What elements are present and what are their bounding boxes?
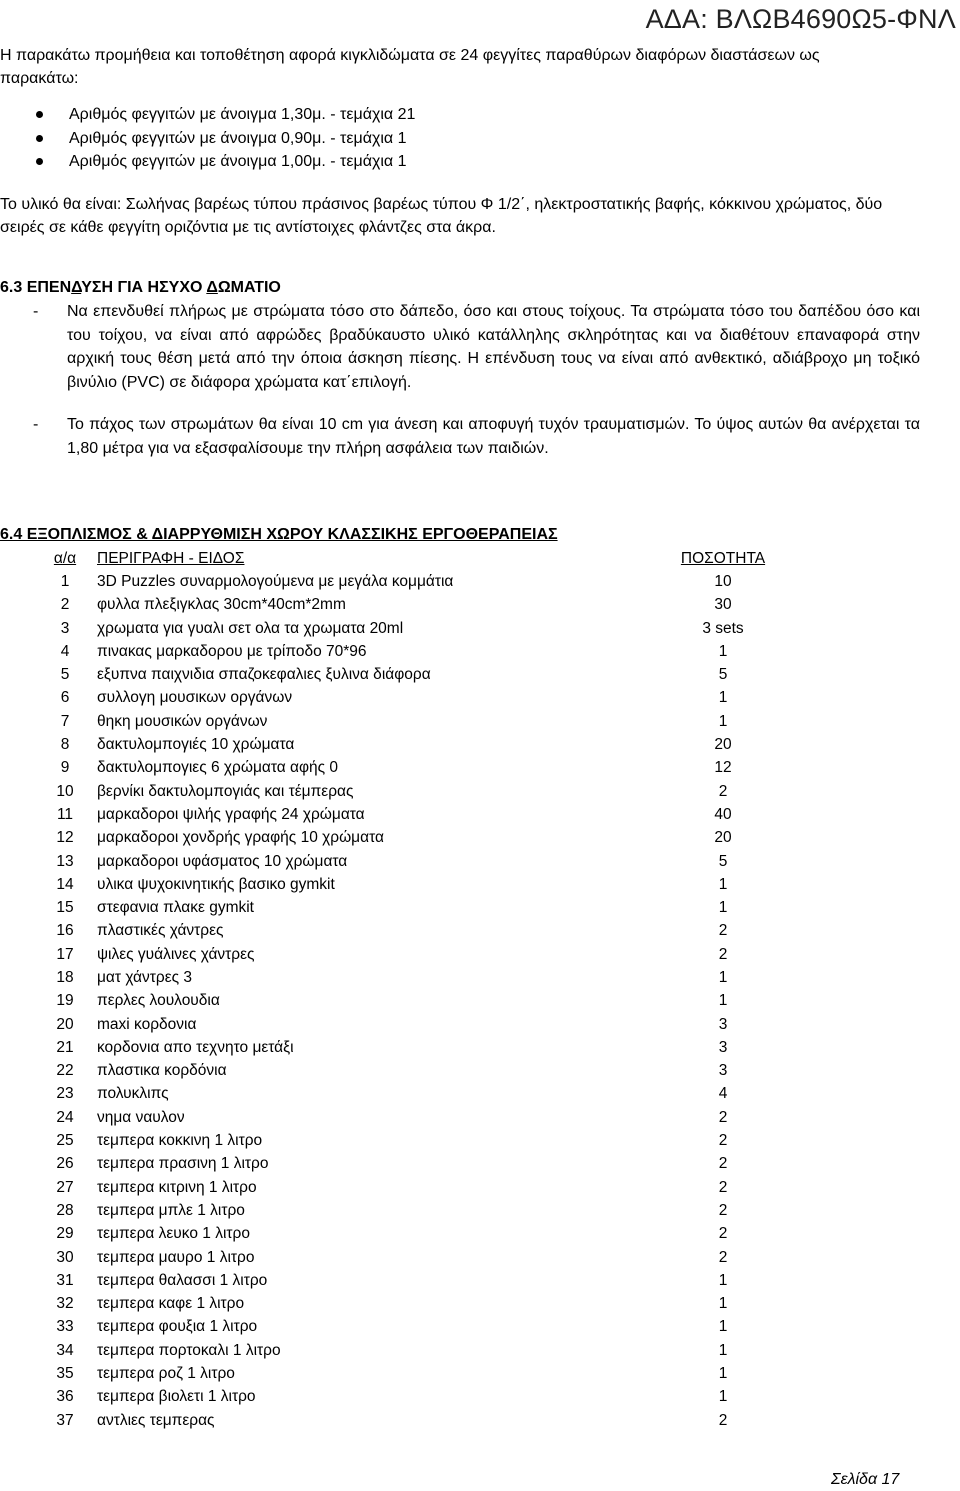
table-row bbox=[33, 1106, 798, 1129]
row-number: 34 bbox=[56, 1341, 74, 1359]
row-quantity: 1 bbox=[718, 899, 728, 917]
row-number: 14 bbox=[56, 875, 74, 893]
row-number: 1 bbox=[60, 572, 70, 590]
row-quantity: 2 bbox=[718, 1132, 728, 1150]
list-item bbox=[0, 103, 415, 127]
row-quantity: 2 bbox=[718, 1178, 728, 1196]
list-item-text: Αριθμός φεγγιτών με άνοιγμα 0,90μ. - τεμάχια 1 bbox=[69, 129, 407, 147]
table-row bbox=[33, 943, 798, 966]
column-header-description: ΠΕΡΙΓΡΑΦΗ - ΕΙΔΟΣ bbox=[97, 549, 245, 567]
row-quantity: 1 bbox=[718, 642, 728, 660]
row-description: τεμπερα θαλασσι 1 λιτρο bbox=[97, 1271, 268, 1289]
row-number: 4 bbox=[60, 642, 70, 660]
row-quantity: 1 bbox=[718, 1341, 728, 1359]
row-quantity: 1 bbox=[718, 1388, 728, 1406]
table-row bbox=[33, 617, 798, 640]
row-quantity: 2 bbox=[718, 1411, 728, 1429]
row-description: maxi κορδονια bbox=[97, 1015, 197, 1033]
table-row bbox=[33, 896, 798, 919]
table-row bbox=[33, 1362, 798, 1385]
table-row bbox=[33, 663, 798, 686]
dash-marker: - bbox=[33, 303, 39, 320]
table-row bbox=[33, 733, 798, 756]
row-quantity: 3 bbox=[718, 1062, 728, 1080]
row-quantity: 2 bbox=[718, 1155, 728, 1173]
row-quantity: 2 bbox=[718, 1248, 728, 1266]
row-description: τεμπερα πρασινη 1 λιτρο bbox=[97, 1155, 269, 1173]
bullet-icon bbox=[36, 135, 43, 142]
row-description: εξυπνα παιχνιδια σπαζοκεφαλιες ξυλινα διάφορα bbox=[97, 666, 431, 684]
table-row bbox=[33, 1176, 798, 1199]
row-number: 27 bbox=[56, 1178, 74, 1196]
row-quantity: 1 bbox=[718, 1295, 728, 1313]
row-description: μαρκαδοροι υφάσματος 10 χρώματα bbox=[97, 852, 348, 870]
row-quantity: 40 bbox=[714, 805, 732, 823]
column-header-number: α/α bbox=[53, 549, 77, 567]
row-description: τεμπερα μπλε 1 λιτρο bbox=[97, 1201, 245, 1219]
row-description: πινακας μαρκαδορου με τρίποδο 70*96 bbox=[97, 642, 367, 660]
row-number: 18 bbox=[56, 968, 74, 986]
row-description: ματ χάντρες 3 bbox=[97, 968, 192, 986]
list-item-text: Αριθμός φεγγιτών με άνοιγμα 1,30μ. - τεμάχια 21 bbox=[69, 106, 416, 123]
row-quantity: 20 bbox=[714, 736, 732, 754]
row-number: 37 bbox=[56, 1411, 74, 1429]
table-row bbox=[33, 1293, 798, 1316]
row-description: στεφανια πλακε gymkit bbox=[97, 899, 254, 917]
table-row bbox=[33, 1153, 798, 1176]
list-item bbox=[0, 127, 415, 151]
bullet-icon bbox=[36, 111, 43, 118]
row-number: 22 bbox=[56, 1062, 74, 1080]
table-row bbox=[33, 873, 798, 896]
table-row bbox=[33, 1409, 798, 1432]
row-number: 20 bbox=[56, 1015, 74, 1033]
table-row bbox=[33, 990, 798, 1013]
equipment-table bbox=[33, 547, 798, 1432]
row-number: 28 bbox=[56, 1201, 74, 1219]
row-number: 32 bbox=[56, 1295, 74, 1313]
table-row bbox=[33, 1060, 798, 1083]
row-description: συλλογη μουσικων οργάνων bbox=[97, 689, 293, 707]
row-number: 24 bbox=[56, 1108, 74, 1126]
row-quantity: 1 bbox=[718, 1271, 728, 1289]
row-description: νημα ναυλον bbox=[97, 1108, 185, 1126]
table-header-row bbox=[33, 547, 798, 570]
section-6-4-heading: 6.4 ΕΞΟΠΛΙΣΜΟΣ & ΔΙΑΡΡΥΘΜΙΣΗ ΧΩΡΟΥ ΚΛΑΣΣΙΚΗΣ ΕΡΓΟΘΕΡΑΠΕΙΑΣ bbox=[0, 526, 558, 543]
row-quantity: 5 bbox=[718, 852, 728, 870]
table-row bbox=[33, 570, 798, 593]
row-quantity: 3 bbox=[718, 1015, 728, 1033]
row-quantity: 2 bbox=[718, 945, 728, 963]
row-quantity: 2 bbox=[718, 782, 728, 800]
row-quantity: 2 bbox=[718, 922, 728, 940]
row-description: θηκη μουσικών οργάνων bbox=[97, 712, 268, 730]
table-row bbox=[33, 966, 798, 989]
window-count-list bbox=[0, 103, 415, 174]
row-number: 8 bbox=[60, 736, 70, 754]
row-quantity: 20 bbox=[714, 829, 732, 847]
row-quantity: 2 bbox=[718, 1201, 728, 1219]
row-quantity: 10 bbox=[714, 572, 732, 590]
row-description: τεμπερα κιτρινη 1 λιτρο bbox=[97, 1178, 257, 1196]
row-quantity: 1 bbox=[718, 1318, 728, 1336]
row-number: 13 bbox=[56, 852, 74, 870]
row-number: 7 bbox=[60, 712, 70, 730]
table-row bbox=[33, 757, 798, 780]
row-description: μαρκαδοροι χονδρής γραφής 10 χρώματα bbox=[97, 829, 384, 847]
table-row bbox=[33, 1199, 798, 1222]
row-description: πολυκλιπς bbox=[97, 1085, 169, 1103]
table-row bbox=[33, 1129, 798, 1152]
table-row bbox=[33, 850, 798, 873]
table-row bbox=[33, 1339, 798, 1362]
row-description: υλικα ψυχοκινητικής βασικο gymkit bbox=[97, 875, 335, 893]
row-description: τεμπερα μαυρο 1 λιτρο bbox=[97, 1248, 255, 1266]
section-6-3-item-text: Να επενδυθεί πλήρως με στρώματα τόσο στο δάπεδο, όσο και στους τοίχους. Τα στρώματα τόσο του δαπέδου όσο και του τοίχου, να είναι από αφρώδες βραδύκαυστο υλικό κατάλληλης σκληρότητας και να διαθέτουν επαναφορά στην αρχική τους θέση μετά από την όποια άσκηση πίεσης. Η επένδυση τους να είναι από ανθεκτικό, αδιάβροχο μη τοξικό βινύλιο (PVC) σε διάφορα χρώματα κατ΄επιλογή. bbox=[67, 303, 920, 391]
row-number: 6 bbox=[60, 689, 70, 707]
row-number: 17 bbox=[56, 945, 74, 963]
row-description: τεμπερα κοκκινη 1 λιτρο bbox=[97, 1132, 263, 1150]
row-description: δακτυλομπογιες 6 χρώματα αφής 0 bbox=[97, 759, 339, 777]
row-quantity: 1 bbox=[718, 875, 728, 893]
row-quantity: 30 bbox=[714, 596, 732, 614]
table-row bbox=[33, 1013, 798, 1036]
table-row bbox=[33, 1083, 798, 1106]
table-row bbox=[33, 594, 798, 617]
row-number: 33 bbox=[56, 1318, 74, 1336]
row-number: 12 bbox=[56, 829, 74, 847]
table-row bbox=[33, 1269, 798, 1292]
row-description: τεμπερα πορτοκαλι 1 λιτρο bbox=[97, 1341, 281, 1359]
row-description: τεμπερα φουξια 1 λιτρο bbox=[97, 1318, 258, 1336]
row-quantity: 2 bbox=[718, 1225, 728, 1243]
row-description: κορδονια απο τεχνητο μετάξι bbox=[97, 1038, 294, 1056]
row-number: 26 bbox=[56, 1155, 74, 1173]
row-quantity: 12 bbox=[714, 759, 732, 777]
row-description: αντλιες τεμπερας bbox=[97, 1411, 215, 1429]
row-description: χρωματα για γυαλι σετ ολα τα χρωματα 20ml bbox=[97, 619, 404, 637]
row-quantity: 3 bbox=[718, 1038, 728, 1056]
row-quantity: 1 bbox=[718, 968, 728, 986]
row-description: φυλλα πλεξιγκλας 30cm*40cm*2mm bbox=[97, 596, 346, 614]
row-number: 10 bbox=[56, 782, 74, 800]
list-item-text: Αριθμός φεγγιτών με άνοιγμα 1,00μ. - τεμάχια 1 bbox=[69, 153, 407, 170]
column-header-quantity: ΠΟΣΟΤΗΤΑ bbox=[680, 549, 766, 567]
row-number: 11 bbox=[56, 805, 74, 823]
material-paragraph: Το υλικό θα είναι: Σωλήνας βαρέως τύπου πράσινος βαρέως τύπου Φ 1/2΄, ηλεκτροστατικής βαφής, κόκκινου χρώματος, δύο σειρές σε κάθε φεγγίτη οριζόντια με τις αντίστοιχες φλάντζες στα άκρα. bbox=[0, 196, 883, 236]
row-description: 3D Puzzles συναρμολογούμενα με μεγάλα κομμάτια bbox=[97, 572, 454, 590]
intro-paragraph: Η παρακάτω προμήθεια και τοποθέτηση αφορά κιγκλιδώματα σε 24 φεγγίτες παραθύρων διαφόρων διαστάσεων ως παρακάτω: bbox=[0, 47, 820, 87]
row-number: 36 bbox=[56, 1388, 74, 1406]
row-quantity: 1 bbox=[718, 1365, 728, 1383]
row-number: 3 bbox=[60, 619, 70, 637]
row-number: 23 bbox=[56, 1085, 74, 1103]
table-row bbox=[33, 827, 798, 850]
row-description: περλες λουλουδια bbox=[97, 992, 220, 1010]
row-description: δακτυλομπογιές 10 χρώματα bbox=[97, 736, 295, 754]
row-quantity: 4 bbox=[718, 1085, 728, 1103]
table-row bbox=[33, 640, 798, 663]
table-row bbox=[33, 710, 798, 733]
row-description: τεμπερα λευκο 1 λιτρο bbox=[97, 1225, 250, 1243]
section-6-3-item-text: Το πάχος των στρωμάτων θα είναι 10 cm για άνεση και αποφυγή τυχόν τραυματισμών. Το ύψος αυτών θα ανέρχεται τα 1,80 μέτρα για να εξασφαλίσουμε την πλήρη ασφάλεια των παιδιών. bbox=[67, 416, 920, 457]
row-number: 35 bbox=[56, 1365, 74, 1383]
table-row bbox=[33, 687, 798, 710]
ada-code: ΑΔΑ: ΒΛΩΒ4690Ω5-ΦΝΛ bbox=[645, 4, 956, 34]
row-number: 2 bbox=[60, 596, 70, 614]
row-number: 16 bbox=[56, 922, 74, 940]
row-description: μαρκαδοροι ψιλής γραφής 24 χρώματα bbox=[97, 805, 365, 823]
row-quantity: 1 bbox=[718, 712, 728, 730]
row-number: 15 bbox=[56, 899, 74, 917]
table-row bbox=[33, 1246, 798, 1269]
row-quantity: 2 bbox=[718, 1108, 728, 1126]
table-row bbox=[33, 1316, 798, 1339]
row-quantity: 1 bbox=[718, 689, 728, 707]
dash-marker: - bbox=[33, 416, 39, 433]
row-description: ψιλες γυάλινες χάντρες bbox=[97, 945, 255, 963]
row-description: πλαστικές χάντρες bbox=[97, 922, 224, 940]
row-number: 9 bbox=[60, 759, 70, 777]
row-description: τεμπερα ροζ 1 λιτρο bbox=[97, 1365, 235, 1383]
table-row bbox=[33, 803, 798, 826]
row-number: 5 bbox=[60, 666, 70, 684]
row-number: 31 bbox=[56, 1271, 74, 1289]
page-number: Σελίδα 17 bbox=[831, 1471, 900, 1488]
table-row bbox=[33, 1036, 798, 1059]
row-description: τεμπερα βιολετι 1 λιτρο bbox=[97, 1388, 256, 1406]
row-description: πλαστικα κορδόνια bbox=[97, 1062, 227, 1080]
row-description: βερνίκι δακτυλομπογιάς και τέμπερας bbox=[97, 782, 354, 800]
table-row bbox=[33, 1386, 798, 1409]
row-description: τεμπερα καφε 1 λιτρο bbox=[97, 1295, 245, 1313]
table-row bbox=[33, 920, 798, 943]
list-item bbox=[0, 150, 415, 174]
row-quantity: 5 bbox=[718, 666, 728, 684]
table-row bbox=[33, 780, 798, 803]
table-row bbox=[33, 1223, 798, 1246]
row-number: 25 bbox=[56, 1132, 74, 1150]
row-number: 30 bbox=[56, 1248, 74, 1266]
row-number: 19 bbox=[56, 992, 74, 1010]
section-6-3-heading: 6.3 ΕΠΕΝΔΥΣΗ ΓΙΑ ΗΣΥΧΟ ΔΩΜΑΤΙΟ bbox=[0, 279, 281, 296]
row-number: 29 bbox=[56, 1225, 74, 1243]
bullet-icon bbox=[36, 158, 43, 165]
row-number: 21 bbox=[56, 1038, 74, 1056]
row-quantity: 1 bbox=[718, 992, 728, 1010]
row-quantity: 3 sets bbox=[702, 619, 744, 637]
